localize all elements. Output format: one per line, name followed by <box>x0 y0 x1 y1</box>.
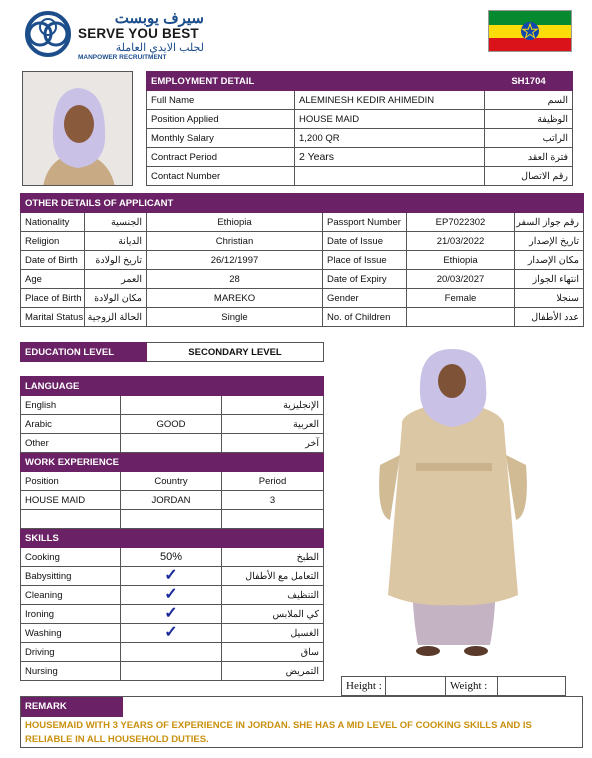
detail-label: Place of Birth <box>21 289 85 308</box>
detail-label-ar: الجنسية <box>85 213 147 232</box>
skill-label-ar: التنظيف <box>222 586 324 605</box>
emp-label: Contract Period <box>147 148 295 167</box>
detail-value: MAREKO <box>147 289 323 308</box>
logo-emblem-icon <box>22 10 74 58</box>
emp-value: 1,200 QR <box>295 129 485 148</box>
skill-label: Washing <box>21 624 121 643</box>
work-experience-header: WORK EXPERIENCE <box>21 453 324 472</box>
detail-label: No. of Children <box>323 308 407 327</box>
work-cell <box>121 510 222 529</box>
education-table <box>20 342 324 362</box>
detail-value: 20/03/2027 <box>407 270 515 289</box>
skill-label: Ironing <box>21 605 121 624</box>
detail-label-ar: سنجلا <box>515 289 584 308</box>
detail-label: Age <box>21 270 85 289</box>
skill-label: Nursing <box>21 662 121 681</box>
checkmark-icon: ✓ <box>164 586 178 603</box>
detail-value <box>407 308 515 327</box>
skill-label: Cleaning <box>21 586 121 605</box>
company-arabic-name: سيرف يوبست <box>114 10 204 27</box>
work-cell <box>21 510 121 529</box>
company-name: SERVE YOU BEST <box>78 26 199 41</box>
employment-detail-table <box>146 71 573 186</box>
skill-value: 50% <box>121 548 222 567</box>
remark-text: HOUSEMAID WITH 3 YEARS OF EXPERIENCE IN JORDAN. SHE HAS A MID LEVEL OF COOKING SKILLS AND IS RELIABLE IN ALL HOUSEHOLD DUTIES. <box>25 720 532 745</box>
measurements-table <box>341 676 566 696</box>
language-value: GOOD <box>121 415 222 434</box>
skill-label: Babysitting <box>21 567 121 586</box>
detail-value: 26/12/1997 <box>147 251 323 270</box>
checkmark-icon: ✓ <box>164 567 178 584</box>
detail-label-ar: العمر <box>85 270 147 289</box>
skill-label: Driving <box>21 643 121 662</box>
emp-label: Monthly Salary <box>147 129 295 148</box>
detail-label: Nationality <box>21 213 85 232</box>
skill-label-ar: الطبخ <box>222 548 324 567</box>
applicant-full-photo <box>340 345 562 670</box>
work-cell: JORDAN <box>121 491 222 510</box>
skill-label-ar: كي الملابس <box>222 605 324 624</box>
emp-label-ar: رقم الاتصال <box>485 167 573 186</box>
emp-label: Full Name <box>147 91 295 110</box>
applicant-full-body-icon <box>340 345 562 670</box>
checkmark-icon: ✓ <box>164 605 178 622</box>
language-value <box>121 434 222 453</box>
detail-label-ar: تاريخ الإصدار <box>515 232 584 251</box>
detail-label-ar: مكان الولادة <box>85 289 147 308</box>
weight-label: Weight : <box>446 677 498 696</box>
remark-header: REMARK <box>21 697 123 717</box>
detail-label: Passport Number <box>323 213 407 232</box>
work-cell <box>222 510 324 529</box>
detail-label: Gender <box>323 289 407 308</box>
work-cell: 3 <box>222 491 324 510</box>
education-label: EDUCATION LEVEL <box>21 343 147 362</box>
ethiopia-flag <box>488 10 572 52</box>
emp-value: 2 Years <box>295 148 485 167</box>
detail-label-ar: تاريخ الولادة <box>85 251 147 270</box>
skill-label: Cooking <box>21 548 121 567</box>
language-label: Other <box>21 434 121 453</box>
language-label: English <box>21 396 121 415</box>
skill-label-ar: التعامل مع الأطفال <box>222 567 324 586</box>
detail-label: Place of Issue <box>323 251 407 270</box>
language-label: Arabic <box>21 415 121 434</box>
detail-label: Date of Birth <box>21 251 85 270</box>
emp-label-ar: الراتب <box>485 129 573 148</box>
language-value <box>121 396 222 415</box>
skill-label-ar: ساق <box>222 643 324 662</box>
other-details-table <box>20 193 584 327</box>
detail-label-ar: الحالة الزوجية <box>85 308 147 327</box>
qualifications-table <box>20 376 324 681</box>
detail-label-ar: مكان الإصدار <box>515 251 584 270</box>
height-label: Height : <box>342 677 386 696</box>
applicant-portrait-icon <box>23 72 133 186</box>
detail-value: EP7022302 <box>407 213 515 232</box>
company-tagline: MANPOWER RECRUITMENT <box>78 54 167 61</box>
skill-label-ar: الغسيل <box>222 624 324 643</box>
emp-label: Position Applied <box>147 110 295 129</box>
work-column-header: Period <box>222 472 324 491</box>
detail-value: 21/03/2022 <box>407 232 515 251</box>
detail-label: Religion <box>21 232 85 251</box>
other-details-header: OTHER DETAILS OF APPLICANT <box>21 194 584 213</box>
emp-value <box>295 167 485 186</box>
detail-value: Single <box>147 308 323 327</box>
work-cell: HOUSE MAID <box>21 491 121 510</box>
detail-label: Date of Issue <box>323 232 407 251</box>
reference-code: SH1704 <box>485 72 573 91</box>
company-arabic-tagline: لجلب الايدي العاملة <box>115 42 204 54</box>
detail-label-ar: عدد الأطفال <box>515 308 584 327</box>
language-label-ar: العربية <box>222 415 324 434</box>
company-logo <box>22 10 212 60</box>
emp-label-ar: الوظيفة <box>485 110 573 129</box>
work-column-header: Position <box>21 472 121 491</box>
emp-value: HOUSE MAID <box>295 110 485 129</box>
detail-value: Ethiopia <box>147 213 323 232</box>
detail-label: Date of Expiry <box>323 270 407 289</box>
employment-header: EMPLOYMENT DETAIL <box>147 72 485 91</box>
emp-label-ar: فترة العقد <box>485 148 573 167</box>
skill-value <box>121 662 222 681</box>
checkmark-icon: ✓ <box>164 624 178 641</box>
work-column-header: Country <box>121 472 222 491</box>
flag-emblem-icon <box>520 21 540 41</box>
remark-section <box>20 696 583 748</box>
language-label-ar: آخر <box>222 434 324 453</box>
detail-value: Ethiopia <box>407 251 515 270</box>
skills-header: SKILLS <box>21 529 324 548</box>
emp-value: ALEMINESH KEDIR AHIMEDIN <box>295 91 485 110</box>
language-header: LANGUAGE <box>21 377 324 396</box>
education-value: SECONDARY LEVEL <box>147 343 324 362</box>
skill-label-ar: التمريض <box>222 662 324 681</box>
detail-value: Christian <box>147 232 323 251</box>
skill-value <box>121 643 222 662</box>
detail-label-ar: رقم جواز السفر <box>515 213 584 232</box>
detail-value: Female <box>407 289 515 308</box>
emp-label: Contact Number <box>147 167 295 186</box>
language-label-ar: الإنجليزية <box>222 396 324 415</box>
detail-label-ar: انتهاء الجواز <box>515 270 584 289</box>
emp-label-ar: السم <box>485 91 573 110</box>
detail-label-ar: الديانة <box>85 232 147 251</box>
detail-value: 28 <box>147 270 323 289</box>
detail-label: Marital Status <box>21 308 85 327</box>
applicant-photo <box>22 71 133 186</box>
